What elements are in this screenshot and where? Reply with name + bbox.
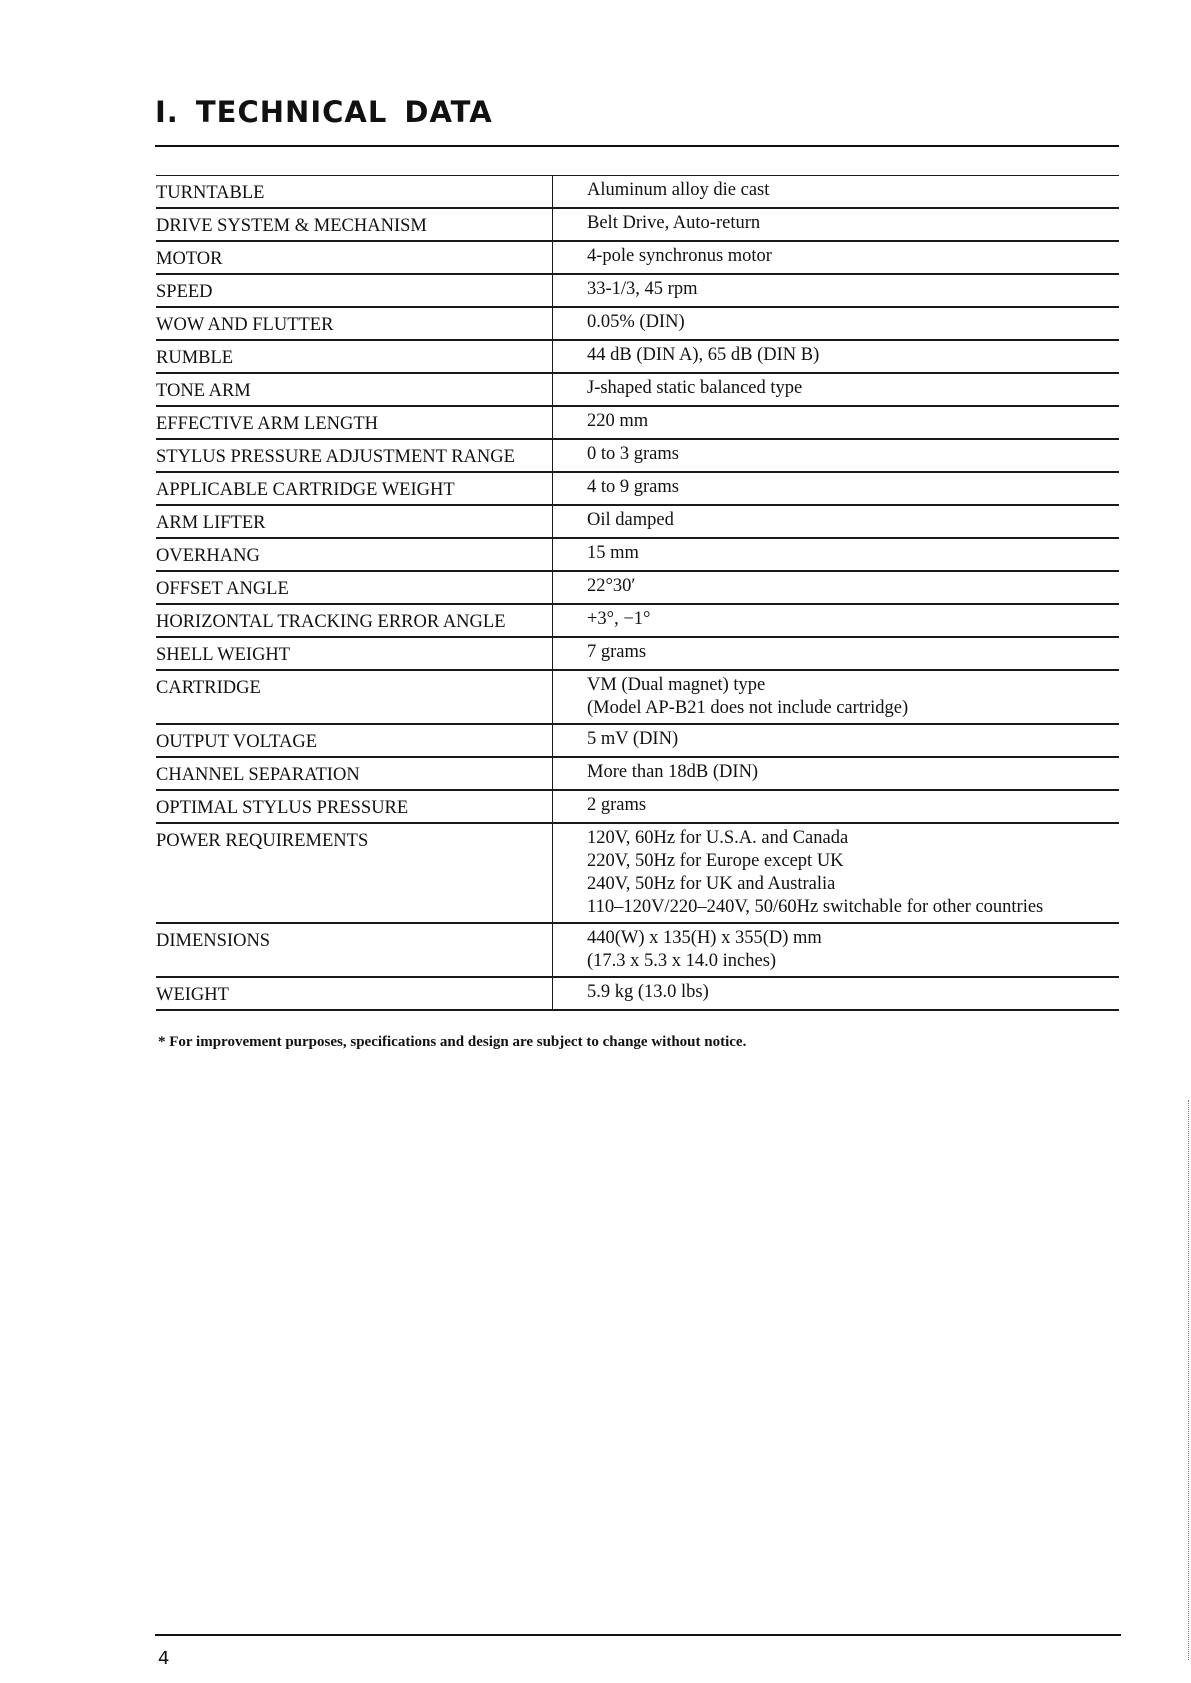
spec-value-line: 44 dB (DIN A), 65 dB (DIN B) xyxy=(587,345,820,365)
spec-value xyxy=(553,824,1119,922)
spec-value xyxy=(553,539,1119,570)
page-number: 4 xyxy=(158,1648,170,1669)
spec-value-line: 110–120V/220–240V, 50/60Hz switchable for other countries xyxy=(587,897,1044,917)
spec-value xyxy=(553,440,1119,471)
spec-label: MOTOR xyxy=(156,242,553,273)
spec-label: TURNTABLE xyxy=(156,176,553,207)
spec-label: WEIGHT xyxy=(156,978,553,1009)
spec-label: EFFECTIVE ARM LENGTH xyxy=(156,407,553,438)
spec-row xyxy=(156,924,1119,978)
spec-row xyxy=(156,572,1119,605)
spec-value xyxy=(553,605,1119,636)
page-title: I. TECHNICAL DATA xyxy=(155,95,493,129)
spec-row xyxy=(156,440,1119,473)
spec-value-line: 22°30′ xyxy=(587,576,636,596)
spec-label: APPLICABLE CARTRIDGE WEIGHT xyxy=(156,473,553,504)
spec-value xyxy=(553,275,1119,306)
spec-value-line: More than 18dB (DIN) xyxy=(587,762,759,782)
spec-value-line: 15 mm xyxy=(587,543,639,563)
title-rule xyxy=(155,145,1119,147)
spec-label: OFFSET ANGLE xyxy=(156,572,553,603)
spec-label: WOW AND FLUTTER xyxy=(156,308,553,339)
spec-row xyxy=(156,242,1119,275)
spec-row xyxy=(156,209,1119,242)
spec-value-line: 2 grams xyxy=(587,795,647,815)
spec-label: SPEED xyxy=(156,275,553,306)
spec-row xyxy=(156,824,1119,924)
spec-row xyxy=(156,758,1119,791)
spec-value xyxy=(553,671,1119,723)
scan-edge-marks xyxy=(1188,1100,1189,1660)
bottom-rule xyxy=(155,1634,1121,1636)
spec-row xyxy=(156,506,1119,539)
spec-label: OUTPUT VOLTAGE xyxy=(156,725,553,756)
spec-row xyxy=(156,341,1119,374)
spec-label: SHELL WEIGHT xyxy=(156,638,553,669)
spec-label: DRIVE SYSTEM & MECHANISM xyxy=(156,209,553,240)
spec-row xyxy=(156,308,1119,341)
spec-value-line: (Model AP-B21 does not include cartridge) xyxy=(587,698,909,718)
spec-label: RUMBLE xyxy=(156,341,553,372)
spec-value xyxy=(553,242,1119,273)
spec-value-line: 0.05% (DIN) xyxy=(587,312,685,332)
spec-value-line: 220V, 50Hz for Europe except UK xyxy=(587,851,844,871)
spec-value-line: Belt Drive, Auto-return xyxy=(587,213,761,233)
spec-value xyxy=(553,407,1119,438)
spec-value-line: 120V, 60Hz for U.S.A. and Canada xyxy=(587,828,849,848)
spec-label: STYLUS PRESSURE ADJUSTMENT RANGE xyxy=(156,440,553,471)
spec-row xyxy=(156,671,1119,725)
spec-label: OPTIMAL STYLUS PRESSURE xyxy=(156,791,553,822)
spec-value xyxy=(553,308,1119,339)
spec-value-line: Oil damped xyxy=(587,510,674,530)
spec-value xyxy=(553,978,1119,1009)
spec-row xyxy=(156,175,1119,209)
spec-row xyxy=(156,374,1119,407)
spec-row xyxy=(156,638,1119,671)
spec-label: CHANNEL SEPARATION xyxy=(156,758,553,789)
spec-value-line: (17.3 x 5.3 x 14.0 inches) xyxy=(587,951,777,971)
spec-value-line: 440(W) x 135(H) x 355(D) mm xyxy=(587,928,822,948)
spec-value xyxy=(553,638,1119,669)
spec-value xyxy=(553,209,1119,240)
spec-row xyxy=(156,978,1119,1011)
spec-value-line: Aluminum alloy die cast xyxy=(587,180,770,200)
spec-row xyxy=(156,539,1119,572)
spec-label: ARM LIFTER xyxy=(156,506,553,537)
spec-value xyxy=(553,924,1119,976)
spec-value-line: 7 grams xyxy=(587,642,647,662)
spec-value xyxy=(553,176,1119,207)
spec-value xyxy=(553,758,1119,789)
spec-value xyxy=(553,572,1119,603)
spec-row xyxy=(156,407,1119,440)
spec-value xyxy=(553,473,1119,504)
spec-label: TONE ARM xyxy=(156,374,553,405)
footnote: * For improvement purposes, specifications and design are subject to change without notice. xyxy=(158,1034,747,1050)
spec-value-line: 4-pole synchronus motor xyxy=(587,246,772,266)
spec-value-line: 5 mV (DIN) xyxy=(587,729,679,749)
spec-value-line: J-shaped static balanced type xyxy=(587,378,803,398)
spec-value-line: 4 to 9 grams xyxy=(587,477,679,497)
spec-table xyxy=(156,175,1119,1011)
spec-value-line: +3°, −1° xyxy=(587,609,651,629)
spec-label: CARTRIDGE xyxy=(156,671,553,723)
spec-label: HORIZONTAL TRACKING ERROR ANGLE xyxy=(156,605,553,636)
spec-label: OVERHANG xyxy=(156,539,553,570)
spec-value xyxy=(553,506,1119,537)
spec-value xyxy=(553,725,1119,756)
spec-value xyxy=(553,791,1119,822)
spec-value xyxy=(553,374,1119,405)
spec-value-line: 33-1/3, 45 rpm xyxy=(587,279,698,299)
spec-row xyxy=(156,725,1119,758)
spec-value-line: 240V, 50Hz for UK and Australia xyxy=(587,874,836,894)
spec-value-line: 220 mm xyxy=(587,411,649,431)
spec-value-line: VM (Dual magnet) type xyxy=(587,675,766,695)
spec-row xyxy=(156,605,1119,638)
spec-value-line: 5.9 kg (13.0 lbs) xyxy=(587,982,709,1002)
spec-value-line: 0 to 3 grams xyxy=(587,444,679,464)
spec-row xyxy=(156,791,1119,824)
spec-label: POWER REQUIREMENTS xyxy=(156,824,553,922)
spec-value xyxy=(553,341,1119,372)
spec-row xyxy=(156,275,1119,308)
spec-row xyxy=(156,473,1119,506)
spec-label: DIMENSIONS xyxy=(156,924,553,976)
